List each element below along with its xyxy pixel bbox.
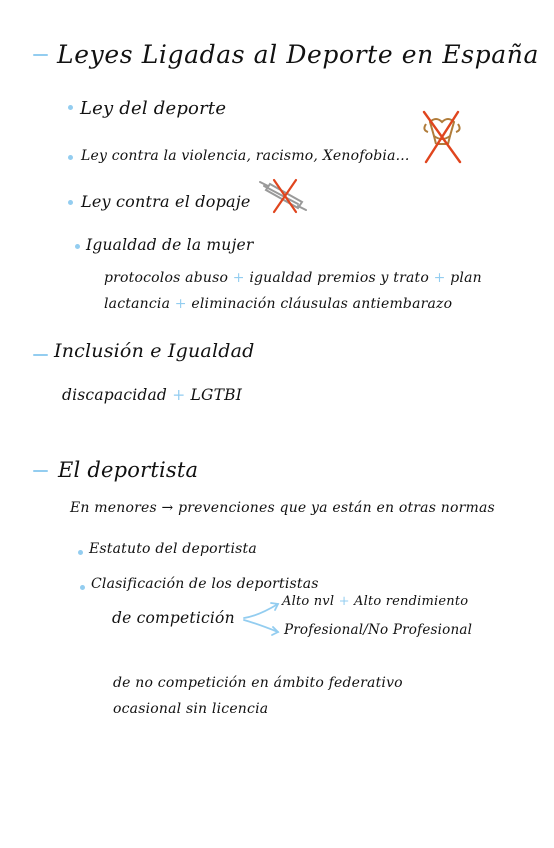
women-detail-lactation: lactancia <box>104 296 171 312</box>
plus-sign: + <box>338 594 350 609</box>
section-title-laws: Leyes Ligadas al Deporte en España <box>57 40 539 69</box>
women-detail-line-1 <box>104 270 482 286</box>
bullet-dot <box>68 155 73 160</box>
branch-high-performance: Alto rendimiento <box>354 594 469 609</box>
inclusion-disability: discapacidad <box>62 386 168 404</box>
branch-arrows-icon <box>240 598 284 638</box>
plus-sign: + <box>174 296 187 312</box>
bullet-dot <box>78 550 83 555</box>
section-title-athlete: El deportista <box>58 458 199 482</box>
bullet-dot <box>68 105 73 110</box>
crossed-out-trophy-icon <box>414 106 470 168</box>
branch-high-level-line <box>282 594 468 609</box>
plus-sign: + <box>172 386 186 404</box>
women-detail-clauses: eliminación cláusulas antiembarazo <box>191 296 453 312</box>
branch-high-level: Alto nvl <box>282 594 335 609</box>
women-detail-prizes: igualdad premios y trato <box>249 270 429 286</box>
women-detail-line-2 <box>104 296 452 312</box>
crossed-out-syringe-icon <box>258 176 308 216</box>
plus-sign: + <box>232 270 245 286</box>
athlete-minors-line <box>70 500 495 516</box>
women-detail-plan: plan <box>450 270 482 286</box>
inclusion-lgtbi: LGTBI <box>190 386 243 404</box>
section-dash <box>33 470 48 472</box>
plus-sign: + <box>433 270 446 286</box>
bullet-dot <box>75 244 80 249</box>
occasional-line: ocasional sin licencia <box>113 701 269 717</box>
women-detail-abuse: protocolos abuso <box>104 270 229 286</box>
athlete-statute: Estatuto del deportista <box>89 541 257 557</box>
law-item-violence: Ley contra la violencia, racismo, Xenofobia... <box>81 148 410 164</box>
law-item-sport: Ley del deporte <box>80 98 227 119</box>
athlete-minors: En menores <box>70 500 157 516</box>
athlete-prevention: prevenciones que ya están en otras normas <box>178 500 495 516</box>
section-dash <box>33 54 48 56</box>
arrow-right-icon: → <box>161 500 174 516</box>
inclusion-line <box>62 386 242 404</box>
competition-label: de competición <box>112 609 235 627</box>
athlete-classification: Clasificación de los deportistas <box>91 576 319 592</box>
non-competition-line: de no competición en ámbito federativo <box>113 675 403 691</box>
branch-professional: Profesional/No Profesional <box>284 622 473 638</box>
law-item-women: Igualdad de la mujer <box>86 236 254 254</box>
bullet-dot <box>68 200 73 205</box>
section-dash <box>33 354 48 356</box>
bullet-dot <box>80 585 85 590</box>
section-title-inclusion: Inclusión e Igualdad <box>54 340 255 362</box>
law-item-doping: Ley contra el dopaje <box>81 192 251 211</box>
